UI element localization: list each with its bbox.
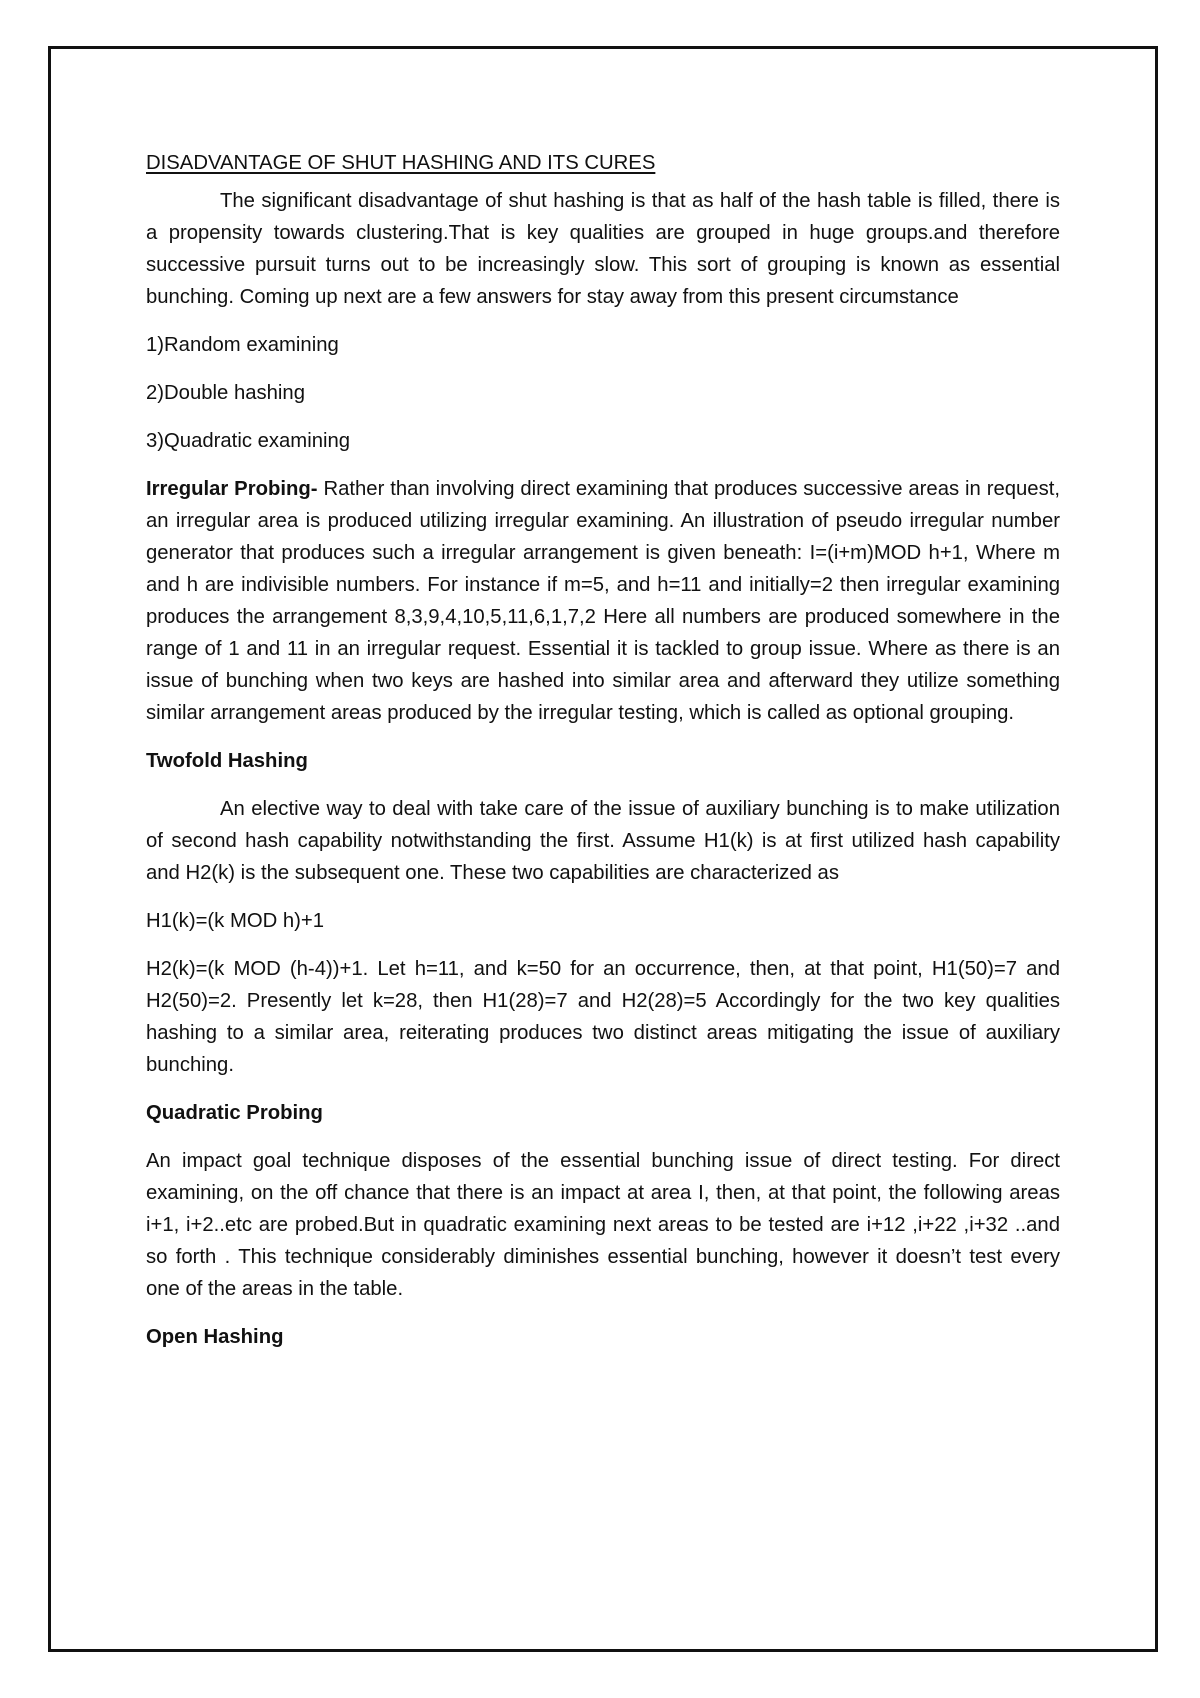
twofold-hashing-paragraph: An elective way to deal with take care of the issue of auxiliary bunching is to make utilization of second hash capability notwithstanding the first. Assume H1(k) is at first utilized hash capability and H2(k) is the subsequent one. These two capabilities are characterized as <box>146 798 1060 884</box>
document-title: DISADVANTAGE OF SHUT HASHING AND ITS CURES <box>146 152 656 174</box>
irregular-probing-paragraph <box>146 473 1060 729</box>
h2-formula-paragraph: H2(k)=(k MOD (h-4))+1. Let h=11, and k=50 for an occurrence, then, at that point, H1(50)=7 and H2(50)=2. Presently let k=28, then H1(28)=7 and H2(28)=5 Accordingly for the two key qualities hashing to a similar area, reiterating produces two distinct areas mitigating the issue of auxiliary bunching. <box>146 958 1060 1076</box>
open-hashing-heading: Open Hashing <box>146 1326 284 1348</box>
quadratic-probing-heading: Quadratic Probing <box>146 1102 323 1124</box>
h1-formula: H1(k)=(k MOD h)+1 <box>146 910 325 932</box>
quadratic-probing-paragraph: An impact goal technique disposes of the essential bunching issue of direct testing. For direct examining, on the off chance that there is an impact at area I, then, at that point, the following areas i+1, i+2..etc are probed.But in quadratic examining next areas to be tested are i+12 ,i+22 ,i+32 ..and so forth . This technique considerably diminishes essential bunching, however it doesn’t test every one of the areas in the table. <box>146 1150 1060 1300</box>
intro-paragraph: The significant disadvantage of shut hashing is that as half of the hash table is filled, there is a propensity towards clustering.That is key qualities are grouped in huge groups.and therefore successive pursuit turns out to be increasingly slow. This sort of grouping is known as essential bunching. Coming up next are a few answers for stay away from this present circumstance <box>146 190 1060 308</box>
list-item-double-hashing: 2)Double hashing <box>146 382 305 404</box>
list-item-quadratic-examining: 3)Quadratic examining <box>146 430 351 452</box>
irregular-probing-lead: Irregular Probing- <box>146 478 318 500</box>
list-item-random-examining: 1)Random examining <box>146 334 339 356</box>
twofold-hashing-heading: Twofold Hashing <box>146 750 308 772</box>
document-body <box>146 147 1060 1369</box>
irregular-probing-text: Rather than involving direct examining that produces successive areas in request, an irregular area is produced utilizing irregular examining. An illustration of pseudo irregular number generator that produces such a irregular arrangement is given beneath: I=(i+m)MOD h+1, Where m and h are indivisible numbers. For instance if m=5, and h=11 and initially=2 then irregular examining produces the arrangement 8,3,9,4,10,5,11,6,1,7,2 Here all numbers are produced somewhere in the range of 1 and 11 in an irregular request. Essential it is tackled to group issue. Where as there is an issue of bunching when two keys are hashed into similar area and afterward they utilize something similar arrangement areas produced by the irregular testing, which is called as optional grouping. <box>146 478 1060 724</box>
